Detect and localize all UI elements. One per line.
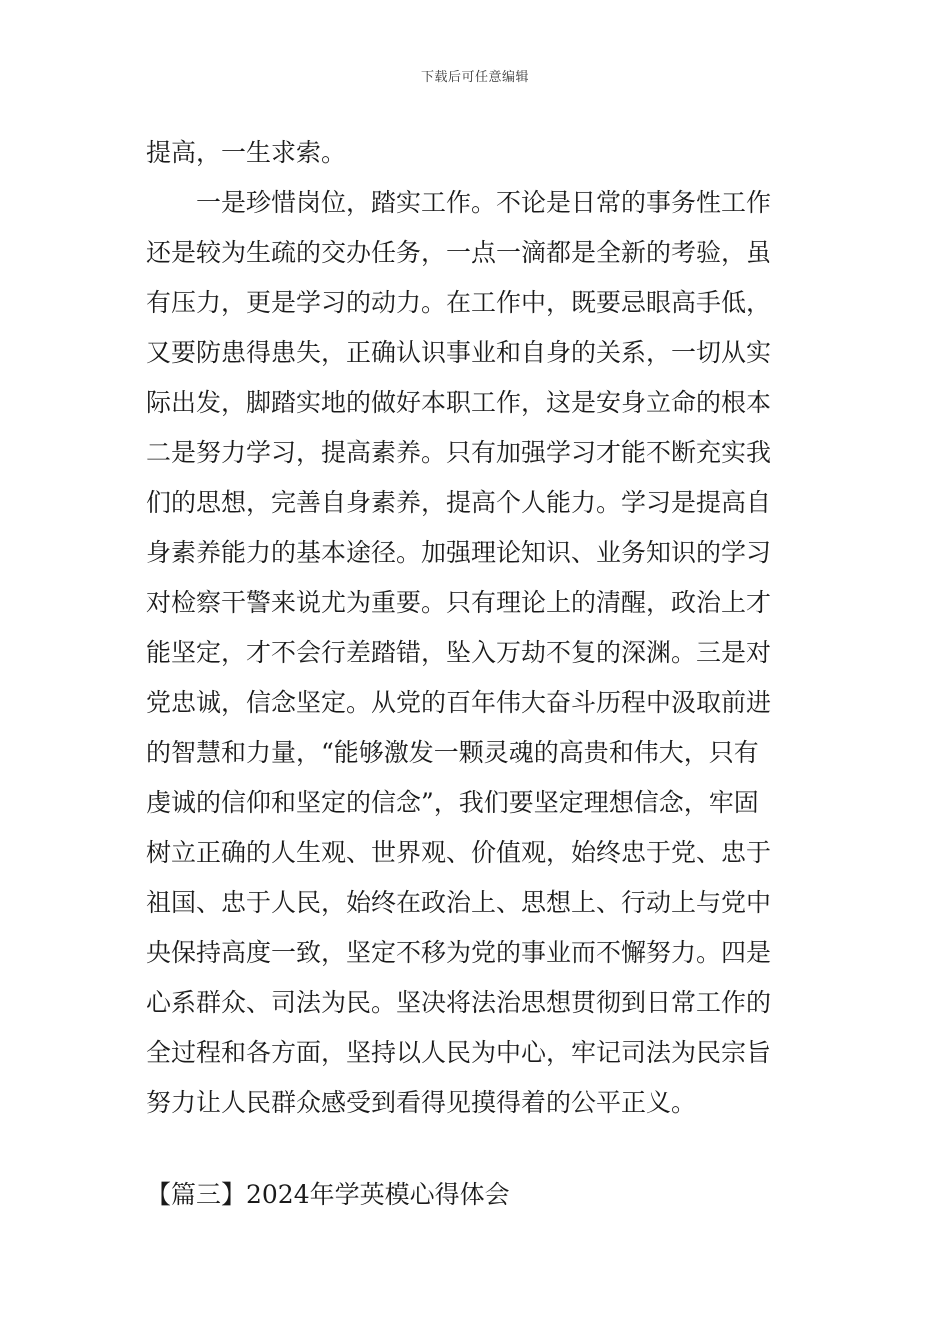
text-line: 心系群众、司法为民。坚决将法治思想贯彻到日常工作的 <box>146 988 772 1017</box>
text-line: 有压力，更是学习的动力。在工作中，既要忌眼高手低， <box>146 288 772 317</box>
section-heading: 【篇三】2024年学英模心得体会 <box>146 1180 510 1209</box>
text-line: 还是较为生疏的交办任务，一点一滴都是全新的考验，虽 <box>146 238 772 267</box>
text-line: 一是珍惜岗位，踏实工作。不论是日常的事务性工作 <box>196 188 772 217</box>
text-line: 努力让人民群众感受到看得见摸得着的公平正义。 <box>146 1088 697 1117</box>
text-line: 的智慧和力量，“能够激发一颗灵魂的高贵和伟大，只有 <box>146 738 759 767</box>
text-line: 提高，一生求索。 <box>146 138 347 167</box>
text-line: 又要防患得患失，正确认识事业和自身的关系，一切从实 <box>146 338 772 367</box>
text-line: 能坚定，才不会行差踏错，坠入万劫不复的深渊。三是对 <box>146 638 772 667</box>
text-line: 对检察干警来说尤为重要。只有理论上的清醒，政治上才 <box>146 588 772 617</box>
body-text <box>146 128 810 1128</box>
text-line: 全过程和各方面，坚持以人民为中心，牢记司法为民宗旨 <box>146 1038 772 1067</box>
text-line: 树立正确的人生观、世界观、价值观，始终忠于党、忠于 <box>146 838 772 867</box>
text-line: 央保持高度一致，坚定不移为党的事业而不懈努力。四是 <box>146 938 772 967</box>
text-line: 党忠诚，信念坚定。从党的百年伟大奋斗历程中汲取前进 <box>146 688 772 717</box>
text-line: 祖国、忠于人民，始终在政治上、思想上、行动上与党中 <box>146 888 772 917</box>
text-line: 际出发，脚踏实地的做好本职工作，这是安身立命的根本 <box>146 388 772 417</box>
page-header: 下载后可任意编辑 <box>420 70 529 85</box>
text-line: 虔诚的信仰和坚定的信念”，我们要坚定理想信念，牢固 <box>146 788 759 817</box>
text-line: 们的思想，完善自身素养，提高个人能力。学习是提高自 <box>146 488 772 517</box>
text-line: 身素养能力的基本途径。加强理论知识、业务知识的学习 <box>146 538 772 567</box>
text-line: 二是努力学习，提高素养。只有加强学习才能不断充实我 <box>146 438 772 467</box>
